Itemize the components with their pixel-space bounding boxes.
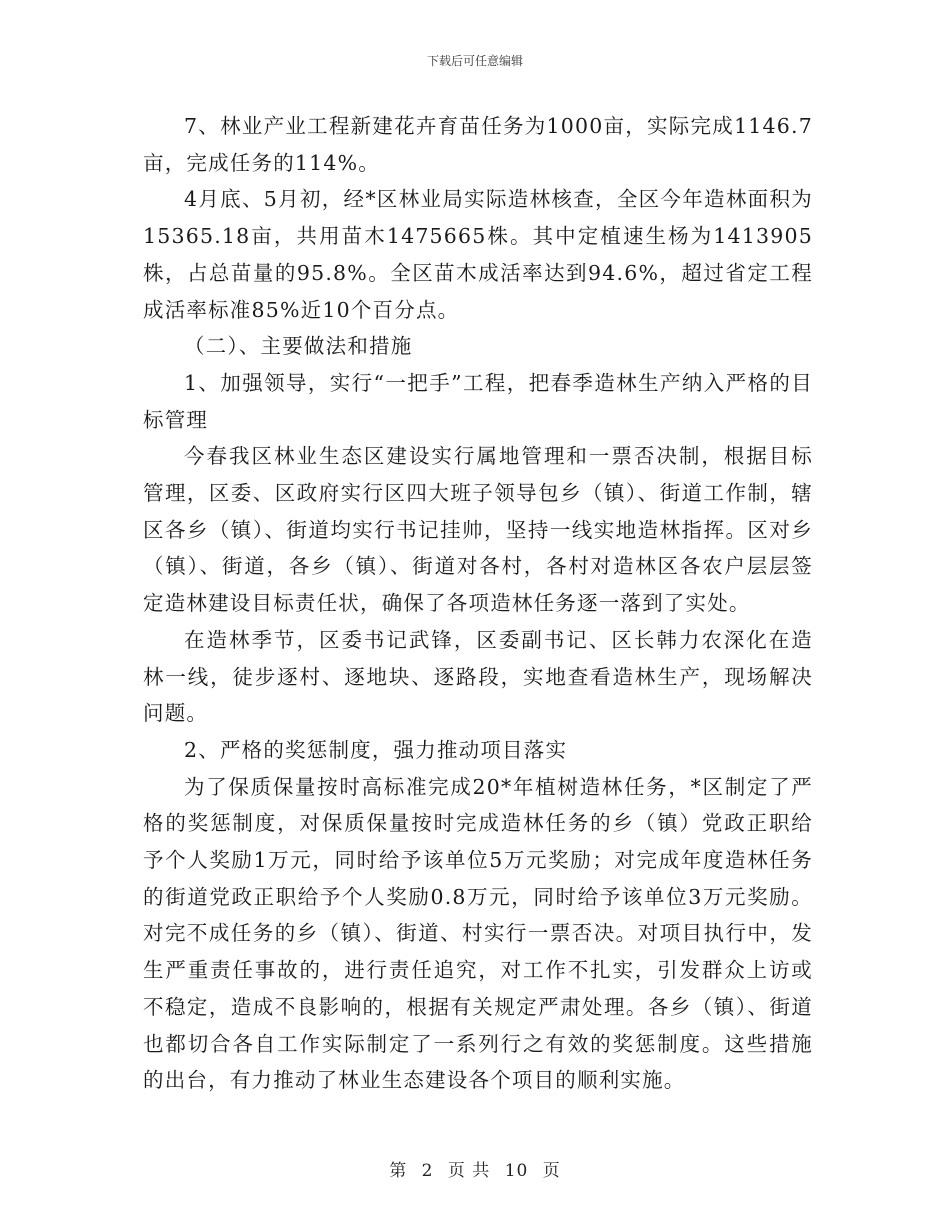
section-heading-measures: （二）、主要做法和措施 (183, 334, 413, 359)
footer-prefix: 第 (389, 1161, 408, 1181)
paragraph-survey-result: 4月底、5月初，经*区林业局实际造林核查，全区今年造林面积为15365.18亩，共用苗木1475665株。其中定植速生杨为1413905株，占总苗量的95.8%。全区苗木成活率达到94.6%，超过省定工程成活率标准85%近10个百分点。 (143, 187, 813, 322)
paragraph-leadership: 今春我区林业生态区建设实行属地管理和一票否决制，根据目标管理，区委、区政府实行区四大班子领导包乡（镇）、街道工作制，辖区各乡（镇）、街道均实行书记挂帅，坚持一线实地造林指挥。区对乡（镇）、街道，各乡（镇）、街道对各村，各村对造林区各农户层层签定造林建设目标责任状，确保了各项造林任务逐一落到了实处。 (143, 444, 813, 616)
paragraph-reward-system: 为了保质保量按时高标准完成20*年植树造林任务，*区制定了严格的奖惩制度，对保质保量按时完成造林任务的乡（镇）党政正职给予个人奖励1万元，同时给予该单位5万元奖励；对完成年度造林任务的街道党政正职给予个人奖励0.8万元，同时给予该单位3万元奖励。对完不成任务的乡（镇）、街道、村实行一票否决。对项目执行中，发生严重责任事故的，进行责任追究，对工作不扎实，引发群众上访或不稳定，造成不良影响的，根据有关规定严肃处理。各乡（镇）、街道也都切合各自工作实际制定了一系列行之有效的奖惩制度。这些措施的出台，有力推动了林业生态建设各个项目的顺利实施。 (143, 774, 813, 1093)
paragraph-season: 在造林季节，区委书记武锋，区委副书记、区长韩力农深化在造林一线，徒步逐村、逐地块、逐路段，实地查看造林生产，现场解决问题。 (143, 627, 813, 726)
subheading-leadership: 1、加强领导，实行“一把手”工程，把春季造林生产纳入严格的目标管理 (143, 370, 813, 432)
header-note: 下载后可任意编辑 (426, 54, 523, 68)
page-total: 10 (504, 1161, 529, 1181)
footer-suffix: 页 (542, 1161, 561, 1181)
footer-middle: 页 共 (447, 1161, 491, 1181)
document-body (143, 108, 813, 1099)
page-footer (0, 1156, 950, 1181)
paragraph-item-7: 7、林业产业工程新建花卉育苗任务为1000亩，实际完成1146.7亩，完成任务的114%。 (143, 114, 813, 175)
page-number: 2 (421, 1161, 434, 1181)
subheading-reward-system: 2、严格的奖惩制度，强力推动项目落实 (184, 737, 568, 762)
